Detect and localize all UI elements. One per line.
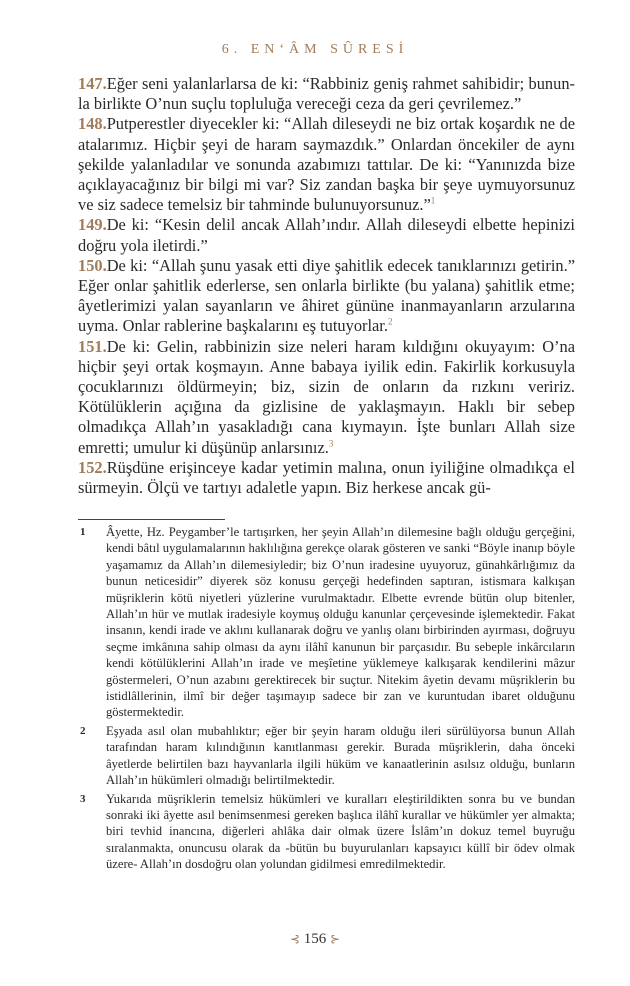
verse-147 bbox=[78, 74, 575, 114]
verse-text: Eğer seni yalanlarlarsa de ki: “Rabbiniz geniş rahmet sahibidir; bununla birlikte O’nun suçlu topluluğa vereceği ceza da geri çevrilemez.” bbox=[78, 74, 575, 114]
verse-text: De ki: Gelin, rabbinizin size neleri haram kıldığını okuyayım: O’na hiçbir şeyi ortak koşmayın. Anne babaya iyilik edin. Fakirlik korkusuyla çocuklarınızı öldürmeyin; biz, sizin de onların da rızkını veririz. Kötülüklerin açığına da gizlisine de yaklaşmayın. Haklı bir sebep olmadıkça Allah’ın yasakladığı cana kıymayın. İşte bunları Allah size emretti; umulur ki düşünüp anlarsınız. bbox=[78, 336, 575, 457]
verse-number: 148. bbox=[78, 114, 107, 134]
ornament-left-icon: ⊰ bbox=[289, 932, 300, 946]
verse-number: 150. bbox=[78, 255, 107, 275]
verse-text: De ki: “Kesin delil ancak Allah’ındır. Allah dileseydi elbette hepinizi doğru yola iletirdi.” bbox=[78, 215, 575, 255]
verse-150 bbox=[78, 256, 575, 337]
verse-151 bbox=[78, 337, 575, 458]
footnote-2 bbox=[78, 723, 575, 789]
verse-text: Rüşdüne erişinceye kadar yetimin malına, onun iyiliğine olmadıkça el sürmeyin. Ölçü ve tartıyı adaletle yapın. Biz herkese ancak gü- bbox=[78, 457, 575, 498]
surah-title-header: 6. EN‘ÂM SÛRESİ bbox=[221, 42, 409, 57]
page-footer bbox=[0, 931, 630, 948]
footnote-text: Yukarıda müşriklerin temelsiz hükümleri ve kuralları eleştirildikten sonra bu ve bundan sonraki iki âyette asıl benimsenmesi gereken başlıca ilâhî kurallar ve hükümler yer almakta; biri tevhid inancına, diğerleri ahlâka dair olmak üzere İslâm’ın dokuz temel buyruğu sıralanmakta, onuncusu olarak da -bütün bu buyurulanları kapsayıcı küllî bir ödev olmak üzere- Allah’ın dosdoğru olan yolundan gidilmesi emredilmektedir. bbox=[106, 791, 575, 872]
footnote-ref[interactable]: 3 bbox=[328, 438, 334, 449]
footnote-ref[interactable]: 2 bbox=[387, 316, 393, 327]
verse-number: 147. bbox=[78, 74, 107, 93]
footnote-divider bbox=[78, 519, 225, 520]
page-number: 156 bbox=[303, 931, 327, 947]
footnote-text: Âyette, Hz. Peygamber’le tartışırken, her şeyin Allah’ın dilemesine bağlı olduğu gerçeğini, kendi bâtıl uygulamalarının haklılığına gerekçe olarak gösteren ve sanki “Böyle inanıp böyle yaşamamız da Allah’ın dilemesiyledir; biz O’nun iradesine uyuyoruz, günahkârlığımız da bunun neticesidir” diyerek söz konusu gerçeği hedefinden saptıran, istismara kalkışan müşriklerin kötü niyetleri yüzlerine vurulmaktadır. Elbette evrende bütün olup bitenler, Allah’ın hür ve mutlak iradesiyle koymuş olduğu kanunlar çerçevesinde işlemektedir. Fakat insanın, kendi irade ve aklını kullanarak doğru ve yanlış olanı birbirinden ayırması, doğruyu seçme imkânına sahip olması da aynı ilâhî kanunun bir parçasıdır. Bu sebeple inkârcıların kendi kötülüklerini Allah’ın irade ve meşîetine yüklemeye kalkışarak kendilerini mâzur göstermeleri, O’nun azabını gerektirecek bir suçtur. Nitekim âyetin devamı müşriklerin bu istidlâllerinin, ilmî bir değer taşımayıp sadece bir zan ve kuruntudan ibaret olduğunu göstermektedir. bbox=[106, 525, 575, 720]
verse-text: Putperestler diyecekler ki: “Allah dileseydi ne biz ortak koşardık ne de atalarımız. Hiçbir şeyi de haram saymazdık.” Onlardan öncekiler de aynı şekilde yalanladılar ve sonunda azabımızı tattılar. De ki: “Yanınızda bize açıklayacağınız bir bilgi mi var? Siz zandan başka bir şeye uymuyorsunuz ve siz sadece temelsiz bir tahminde bulunuyorsunuz.” bbox=[78, 114, 575, 215]
verse-152 bbox=[78, 458, 575, 498]
ornament-right-icon: ⊱ bbox=[330, 932, 341, 946]
verses-body bbox=[78, 74, 575, 498]
verse-text: De ki: “Allah şunu yasak etti diye şahitlik edecek tanıklarınızı getirin.” Eğer onlar şahitlik ederlerse, sen onlarla birlikte (bu yalana) şahitlik etme; âyetlerimizi yalan sayanların ve âhiret gününe inanmayanların arzularına uyma. Onlar rablerine başkalarını eş tutuyorlar. bbox=[78, 255, 575, 336]
footnote-text: Eşyada asıl olan mubahlıktır; eğer bir şeyin haram olduğu ileri sürülüyorsa bunun Allah tarafından haram kılındığının kanıtlanması gerekir. Burada müşriklerin, daha önceki âyetlerde belirtilen bazı hayvanlarla ilgili hüküm ve kanaatlerinin asılsız olduğu, bunların Allah’ın hükümleri olmadığı belirtilmektedir. bbox=[106, 723, 575, 788]
verse-148 bbox=[78, 114, 575, 215]
verse-149 bbox=[78, 215, 575, 255]
verse-number: 152. bbox=[78, 457, 107, 477]
footnote-number: 2 bbox=[80, 724, 86, 737]
verse-number: 149. bbox=[78, 215, 107, 235]
footnotes-section bbox=[78, 524, 575, 875]
footnote-number: 1 bbox=[80, 526, 86, 538]
verse-number: 151. bbox=[78, 336, 107, 356]
footnote-1 bbox=[78, 524, 575, 721]
footnote-number: 3 bbox=[80, 792, 86, 805]
footnote-3 bbox=[78, 791, 575, 873]
footnote-ref[interactable]: 1 bbox=[430, 195, 436, 206]
